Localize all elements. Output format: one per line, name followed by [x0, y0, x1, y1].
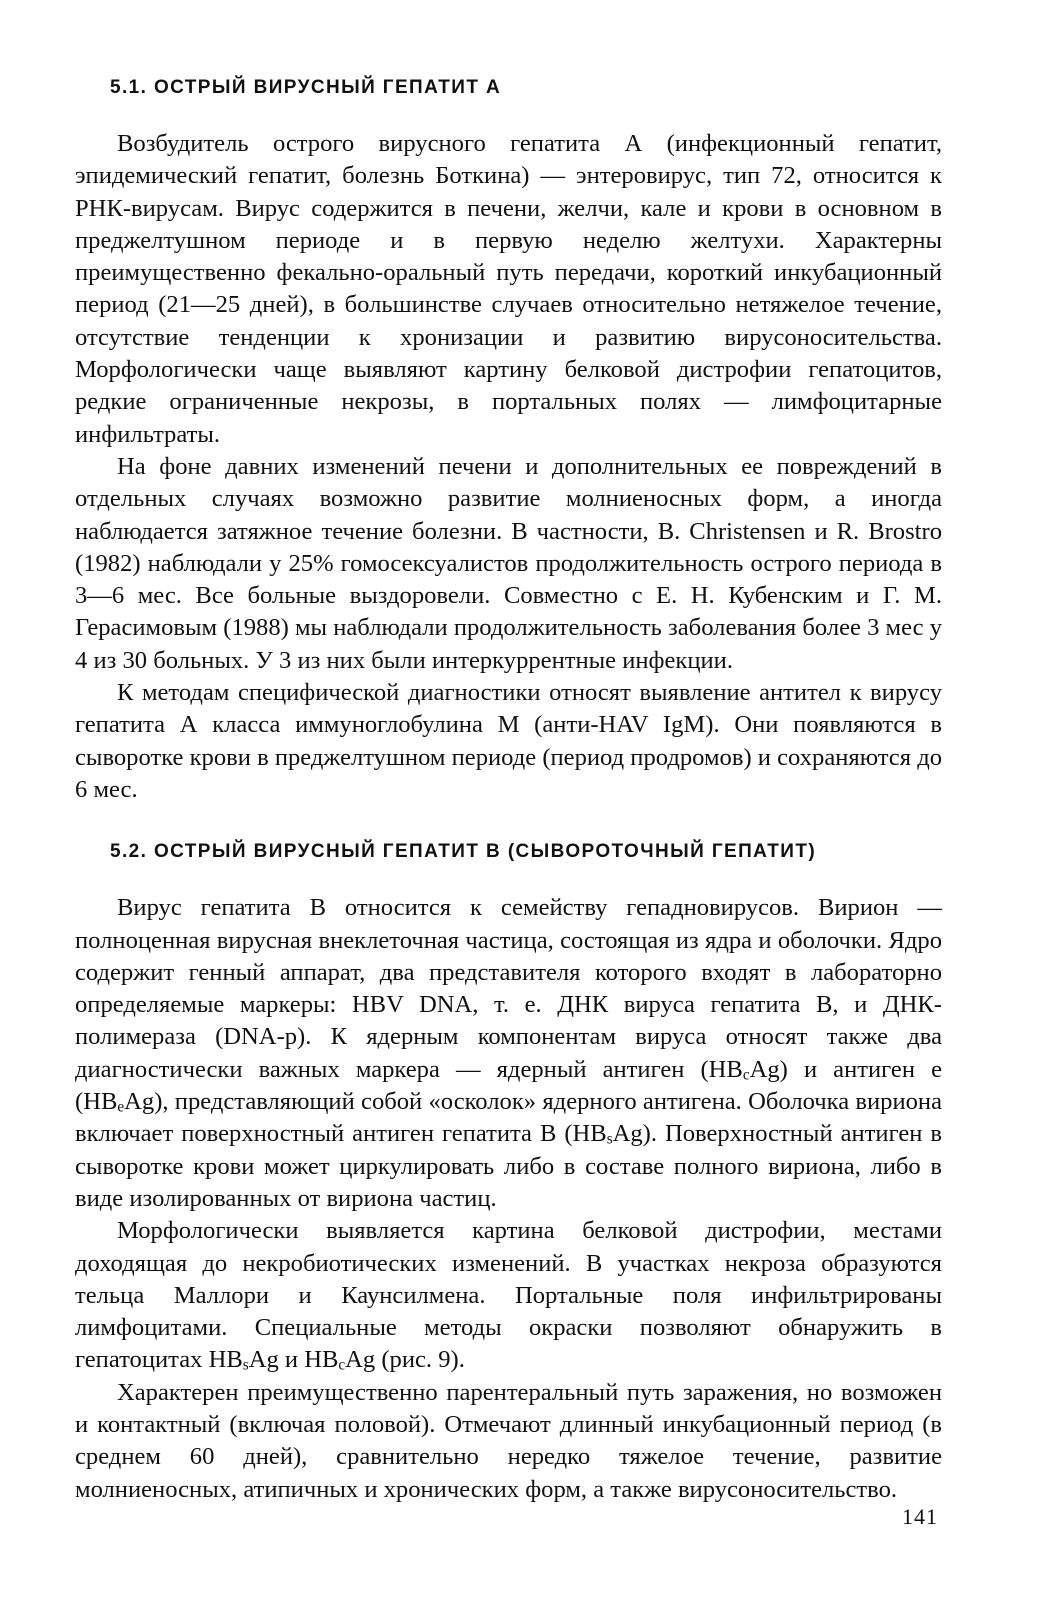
paragraph: Характерен преимущественно парентеральный путь заражения, но возможен и контактный (включая половой). Отмечают длинный инкубационный период (в среднем 60 дней), сравнительно нередко тяжелое течение, развитие молниеносных, атипичных и хронических форм, а также вирусоносительство.: [75, 1378, 942, 1503]
subscript: e: [117, 1098, 125, 1116]
paragraph: Возбудитель острого вирусного гепатита А (инфекционный гепатит, эпидемический гепатит, болезнь Боткина) — энтеровирус, тип 72, относится к РНК-вирусам. Вирус содержится в печени, желчи, кале и крови в основном в преджелтушном периоде и в первую неделю желтухи. Характерны преимущественно фекально-оральный путь передачи, короткий инкубационный период (21—25 дней), в большинстве случаев относительно нетяжелое течение, отсутствие тенденции к хронизации и развитию вирусоносительства. Морфологически чаще выявляют картину белковой дистрофии гепатоцитов, редкие ограниченные некрозы, в портальных полях — лимфоцитарные инфильтраты.: [75, 130, 942, 448]
text-run: Ag) и антиген е (HB: [75, 1055, 942, 1116]
section-heading-hepatitis-b: 5.2. ОСТРЫЙ ВИРУСНЫЙ ГЕПАТИТ В (СЫВОРОТОЧНЫЙ ГЕПАТИТ): [110, 841, 817, 863]
subscript: c: [742, 1066, 750, 1084]
section-heading-hepatitis-a: 5.1. ОСТРЫЙ ВИРУСНЫЙ ГЕПАТИТ А: [110, 77, 502, 98]
paragraph: На фоне давних изменений печени и дополнительных ее повреждений в отдельных случаях возможно развитие молниеносных форм, а иногда наблюдается затяжное течение болезни. В частности, B. Christensen и R. Brostro (1982) наблюдали у 25% гомосексуалистов продолжительность острого периода в 3—6 мес. Все больные выздоровели. Совместно с Е. Н. Кубенским и Г. М. Герасимовым (1988) мы наблюдали продолжительность заболевания более 3 мес у 4 из 30 больных. У 3 из них были интеркуррентные инфекции.: [75, 452, 942, 674]
paragraph: [75, 892, 942, 1215]
paragraph: [75, 1215, 942, 1376]
text-run: Ag). Поверхностный антиген в сыворотке крови может циркулировать либо в составе полного вириона, либо в виде изолированных от вириона частиц.: [75, 1120, 942, 1212]
subscript: s: [242, 1357, 249, 1375]
subscript: c: [338, 1357, 346, 1375]
paragraph: К методам специфической диагностики относят выявление антител к вирусу гепатита А класса иммуноглобулина М (анти-HAV IgM). Они появляются в сыворотке крови в преджелтушном периоде (период продромов) и сохраняются до 6 мес.: [75, 679, 942, 803]
book-page: [75, 72, 942, 1506]
text-run: Морфологически выявляется картина белковой дистрофии, местами доходящая до некробиотических изменений. В участках некроза образуются тельца Маллори и Каунсилмена. Портальные поля инфильтрированы лимфоцитами. Специальные методы окраски позволяют обнаружить в гепатоцитах HB: [75, 1217, 942, 1374]
page-number: 141: [902, 1504, 938, 1529]
text-run: Ag и HB: [248, 1346, 339, 1374]
text-run: Вирус гепатита В относится к семейству гепадновирусов. Вирион — полноценная вирусная внеклеточная частица, состоящая из ядра и оболочки. Ядро содержит генный аппарат, два представителя которого входят в лабораторно определяемые маркеры: HBV DNA, т. е. ДНК вируса гепатита В, и ДНК-полимераза (DNA-р). К ядерным компонентам вируса относят также два диагностически важных маркера — ядерный антиген (HB: [75, 894, 942, 1083]
text-run: Ag (рис. 9).: [345, 1346, 465, 1374]
subscript: s: [606, 1131, 613, 1149]
text-run: Ag), представляющий собой «осколок» ядерного антигена. Оболочка вириона включает поверхностный антиген гепатита В (HB: [75, 1088, 942, 1148]
